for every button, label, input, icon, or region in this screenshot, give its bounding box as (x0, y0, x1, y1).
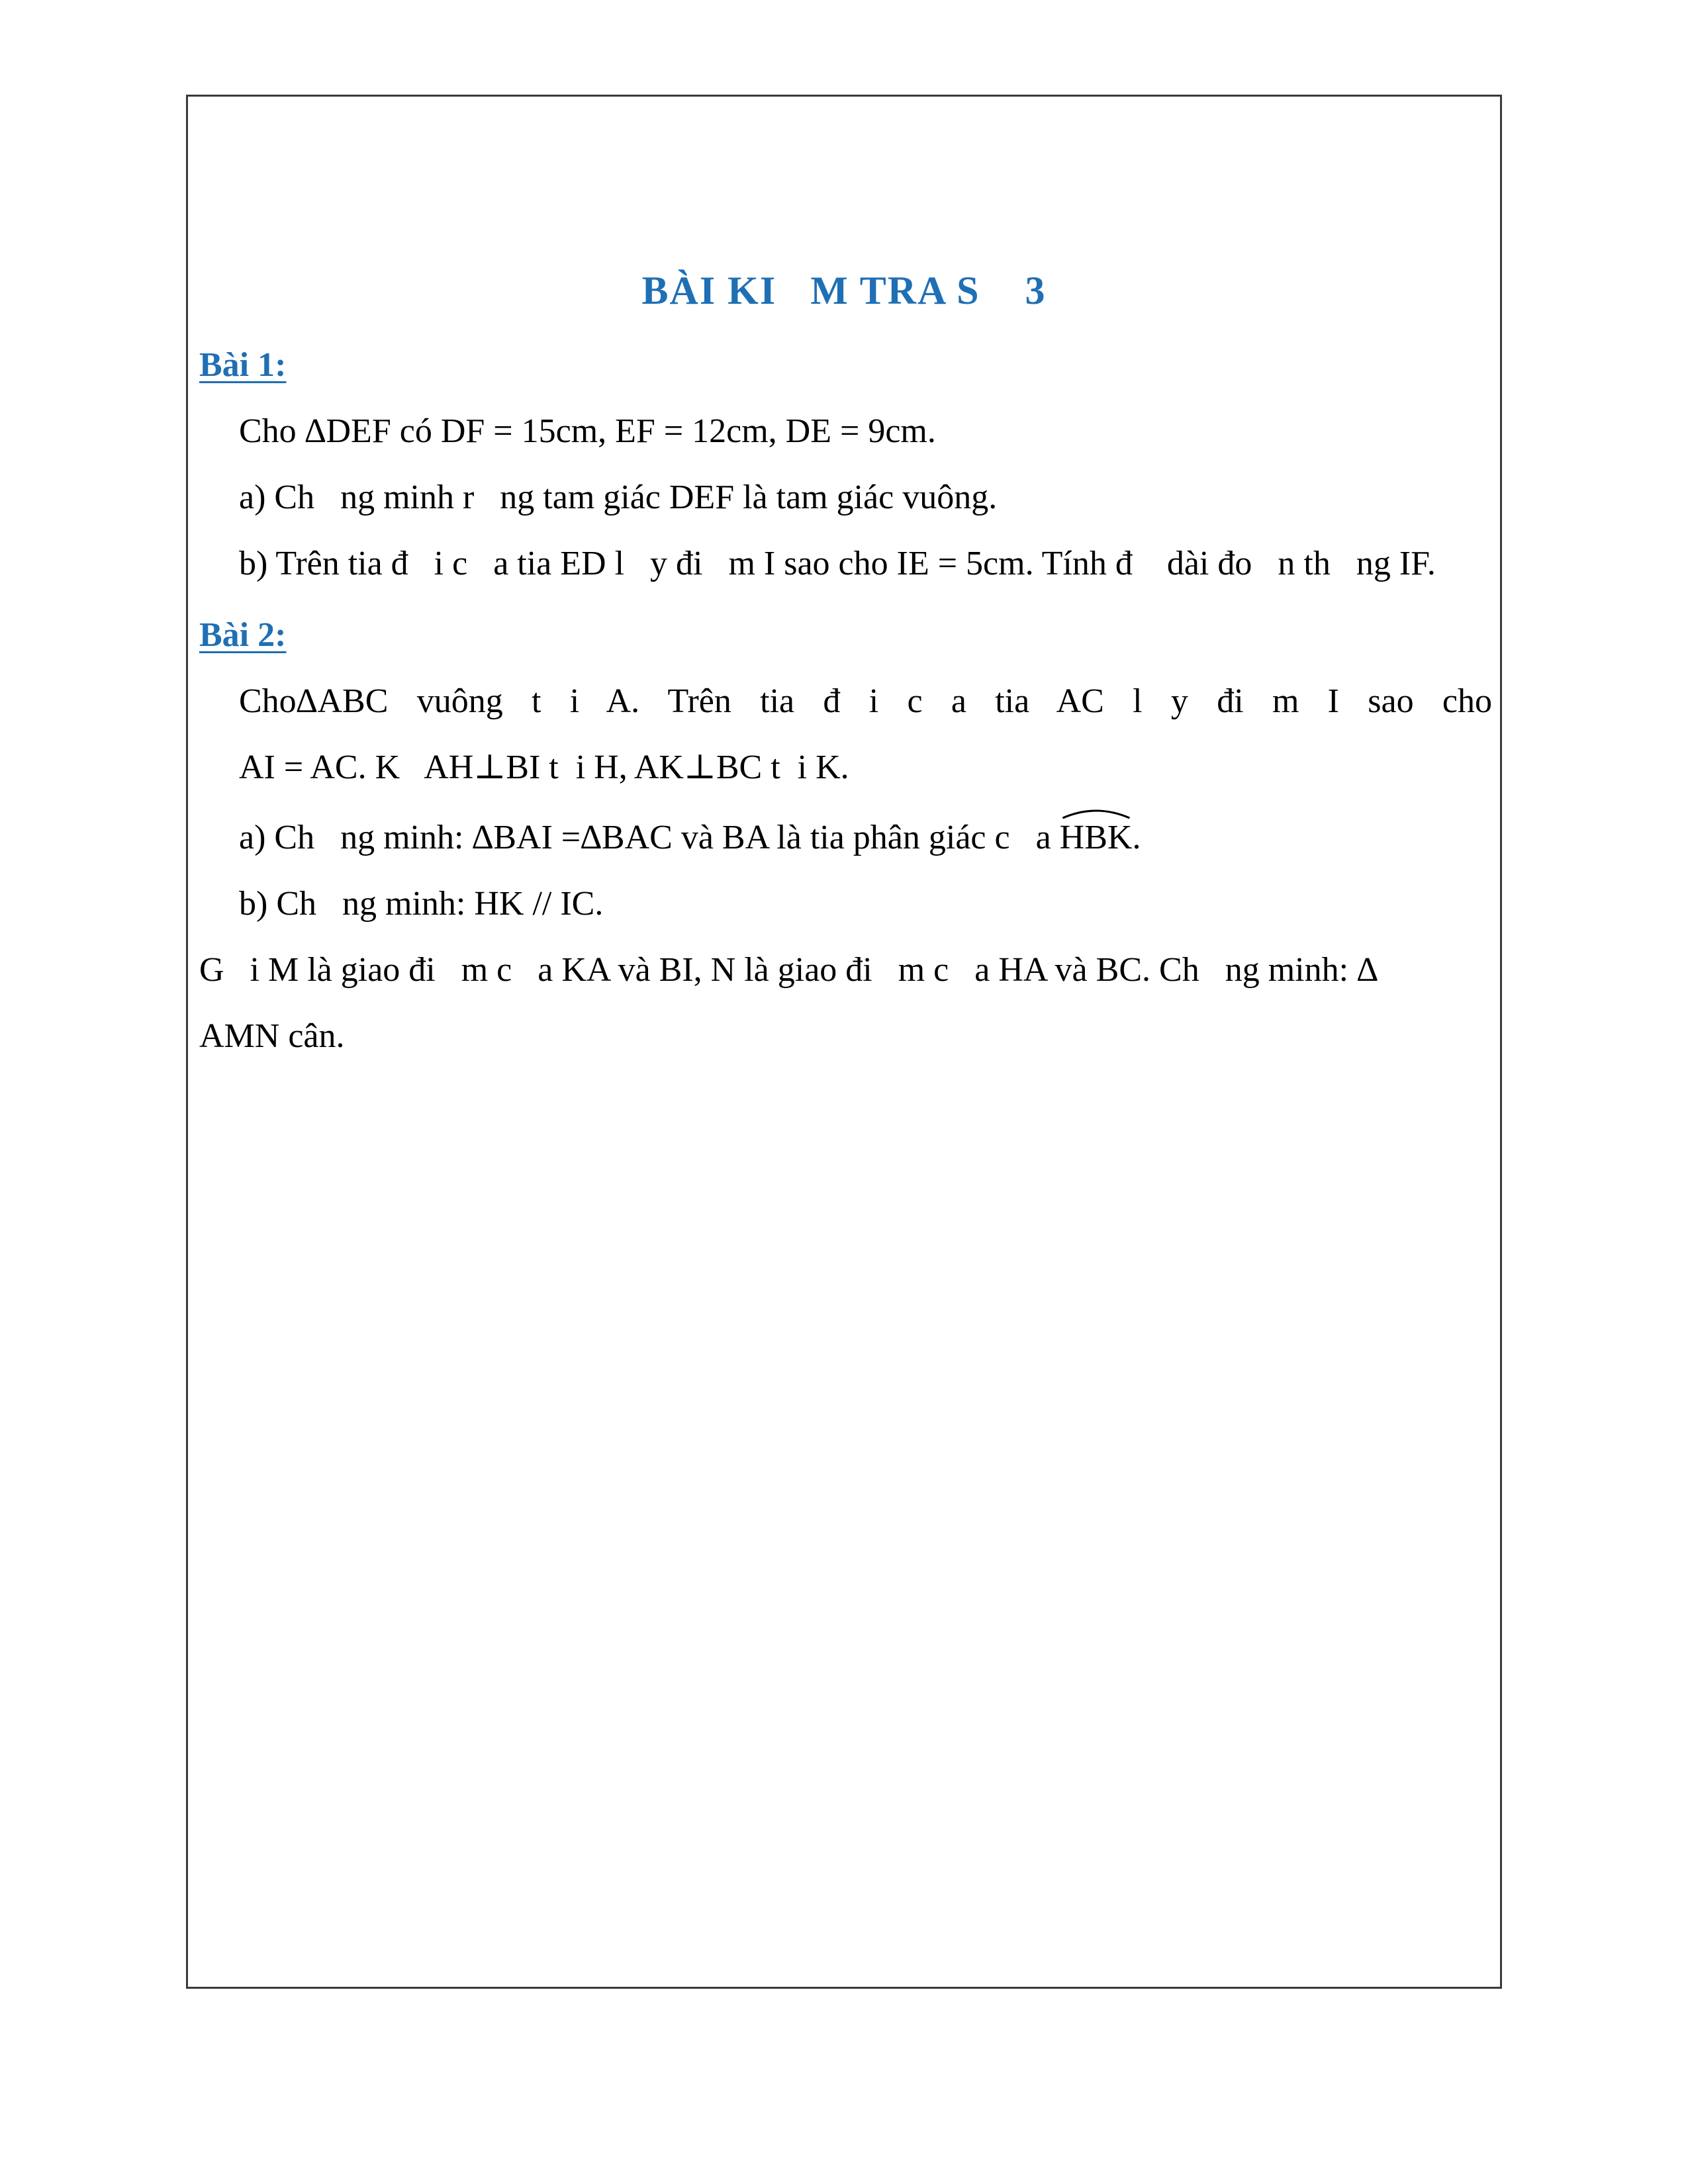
problem-2-part-a-text: a) Ch ng minh: ∆BAI =∆BAC và BA là tia phân giác c a (239, 819, 1060, 856)
exam-title: BÀI KI M TRA S 3 (641, 269, 1047, 312)
problem-2-part-a (239, 818, 1141, 858)
problem-2-part-c-line1: G i M là giao đi m c a KA và BI, N là giao đi m c a HA và BC. Ch ng minh: ∆ (199, 951, 1378, 989)
page-border-frame (186, 95, 1502, 1989)
angle-hat-mark (1060, 805, 1133, 821)
problem-2-heading: Bài 2: (199, 616, 287, 654)
problem-2-intro-line1: Cho∆ABC vuông t i A. Trên tia đ i c a tia AC l y đi m I sao cho (239, 682, 1492, 720)
problem-1-part-a: a) Ch ng minh r ng tam giác DEF là tam giác vuông. (239, 478, 998, 516)
problem-2-part-c-line2: AMN cân. (199, 1017, 345, 1055)
problem-1-intro: Cho ∆DEF có DF = 15cm, EF = 12cm, DE = 9cm. (239, 412, 936, 450)
angle-hbk-label: HBK (1059, 819, 1133, 856)
problem-2-intro-line2: AI = AC. K AH⊥BI t i H, AK⊥BC t i K. (239, 749, 849, 786)
problem-2-part-a-end: . (1132, 819, 1141, 856)
angle-hbk (1060, 818, 1133, 858)
problem-1-part-b: b) Trên tia đ i c a tia ED l y đi m I sao cho IE = 5cm. Tính đ dài đo n th ng IF. (239, 545, 1436, 582)
problem-1-heading: Bài 1: (199, 346, 287, 384)
problem-2-part-b: b) Ch ng minh: HK // IC. (239, 885, 604, 923)
